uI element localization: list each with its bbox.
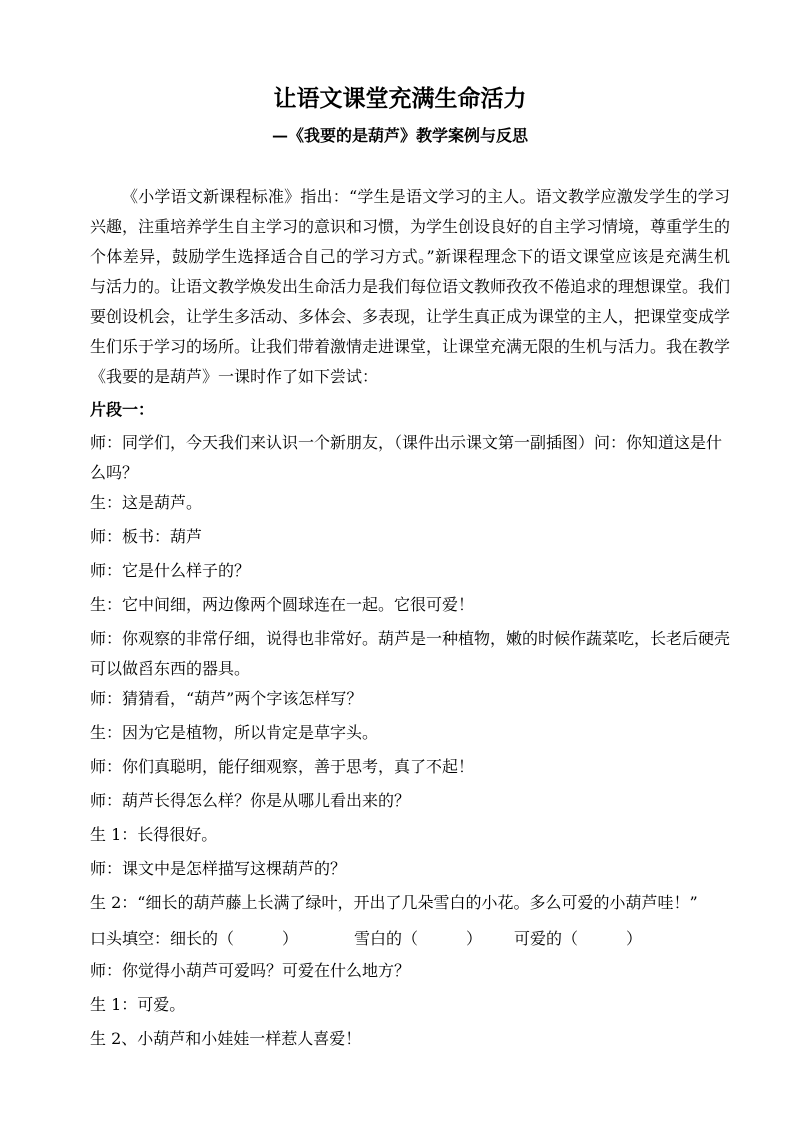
dialogue-line: 师：板书：葫芦 bbox=[90, 527, 203, 546]
dialogue-line: 生 1：可爱。 bbox=[90, 995, 186, 1014]
dialogue-line: 师：同学们，今天我们来认识一个新朋友，（课件出示课文第一副插图）问：你知道这是什么吗？ bbox=[90, 433, 723, 482]
dialogue-line: 生：这是葫芦。 bbox=[90, 493, 203, 512]
fill-in-part-3: 可爱的（ ） bbox=[514, 929, 643, 948]
document-subtitle: —《我要的是葫芦》教学案例与反思 bbox=[271, 126, 528, 145]
dialogue-line: 师：你观察的非常仔细，说得也非常好。葫芦是一种植物，嫩的时候作蔬菜吃，长老后硬壳可以做舀东西的器具。 bbox=[90, 629, 731, 678]
dialogue-line: 师：课文中是怎样描写这棵葫芦的？ bbox=[90, 859, 347, 878]
dialogue-line: 师：猜猜看，“葫芦”两个字该怎样写？ bbox=[90, 689, 363, 708]
intro-paragraph: 《小学语文新课程标准》指出：“学生是语文学习的主人。语文教学应激发学生的学习兴趣，注重培养学生自主学习的意识和习惯，为学生创设良好的自主学习情境，尊重学生的个体差异，鼓励学生选择适合自己的学习方式。”新课程理念下的语文课堂应该是充满生机与活力的。让语文教学焕发出生命活力是我们每位语文教师孜孜不倦追求的理想课堂。我们要创设机会，让学生多活动、多体会、多表现，让学生真正成为课堂的主人，把课堂变成学生们乐于学习的场所。让我们带着激情走进课堂，让课堂充满无限的生机与活力。我在教学《我要的是葫芦》一课时作了如下尝试： bbox=[90, 187, 731, 386]
dialogue-line: 生 2：“细长的葫芦藤上长满了绿叶，开出了几朵雪白的小花。多么可爱的小葫芦哇！” bbox=[90, 893, 698, 912]
document-body bbox=[90, 182, 730, 1058]
fill-in-part-2: 雪白的（ ） bbox=[354, 929, 483, 948]
dialogue-line: 生：因为它是植物，所以肯定是草字头。 bbox=[90, 723, 379, 742]
section-heading: 片段一： bbox=[90, 400, 155, 419]
dialogue-line: 生：它中间细，两边像两个圆球连在一起。它很可爱！ bbox=[90, 595, 475, 614]
dialogue-line: 师：葫芦长得怎么样？你是从哪儿看出来的？ bbox=[90, 791, 411, 810]
dialogue-line: 师：你觉得小葫芦可爱吗？可爱在什么地方？ bbox=[90, 961, 411, 980]
document-title: 让语文课堂充满生命活力 bbox=[273, 85, 527, 112]
fill-in-exercise bbox=[90, 922, 730, 956]
dialogue-line: 生 2、小葫芦和小娃娃一样惹人喜爱！ bbox=[90, 1029, 362, 1048]
dialogue-line: 师：它是什么样子的？ bbox=[90, 561, 251, 580]
fill-in-part-1: 口头填空：细长的（ ） bbox=[90, 929, 299, 948]
dialogue-line: 生 1：长得很好。 bbox=[90, 825, 218, 844]
dialogue-line: 师：你们真聪明，能仔细观察，善于思考，真了不起！ bbox=[90, 757, 475, 776]
